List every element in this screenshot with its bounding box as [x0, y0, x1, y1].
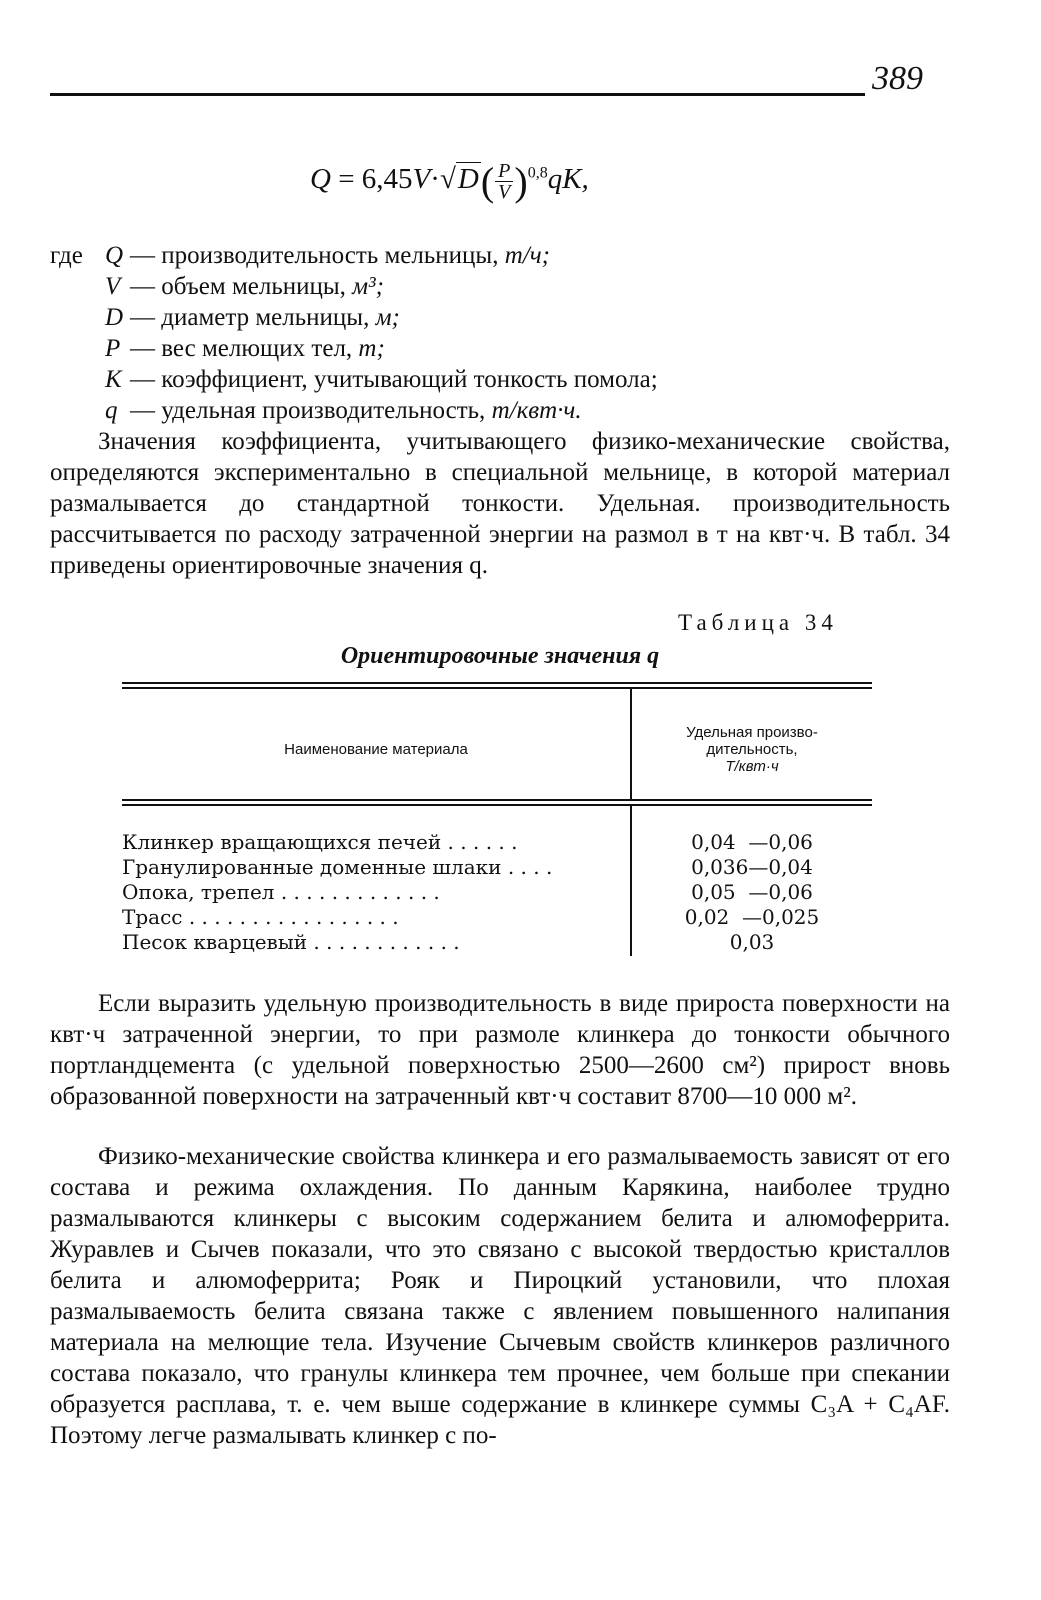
formula-fraction-denominator: V — [498, 181, 511, 203]
legend-text — [130, 395, 582, 426]
legend-unit: м; — [375, 304, 400, 331]
table-row — [122, 930, 872, 955]
table-row — [122, 830, 872, 855]
header-productivity-line: Удельная произво- — [686, 724, 818, 741]
legend-text — [130, 240, 550, 271]
header-productivity — [632, 724, 872, 775]
table-34 — [122, 682, 872, 955]
formula-root-sign: √ — [439, 163, 456, 196]
table-row — [122, 880, 872, 905]
table-cell-value: 0,04 —0,06 — [691, 830, 813, 854]
legend-description: — диаметр мельницы, — [130, 304, 376, 331]
table-cell-material: Гранулированные доменные шлаки . . . . — [122, 855, 553, 879]
paragraph-text: Значения коэффициента, учитывающего физико-механические свойства, определяются экспериментально в специальной мельнице, в которой материал размалывается до стандартной тонкости. Удельная. производительность рассчитывается по расходу затраченной энергии на размол в т на квт·ч. В табл. 34 приведены ориентировочные значения q. — [50, 428, 950, 579]
formula — [310, 158, 589, 205]
formula-dot: · — [430, 163, 440, 196]
table-row — [122, 905, 872, 930]
table-cell-material: Трасс . . . . . . . . . . . . . . . . . — [122, 905, 399, 929]
page-number: 389 — [872, 60, 923, 97]
header-rule — [50, 93, 865, 96]
formula-tail: qK, — [547, 163, 589, 196]
table-cell-value: 0,05 —0,06 — [691, 880, 813, 904]
header-productivity-line: дительность, — [706, 741, 798, 758]
formula-fraction — [495, 161, 513, 202]
formula-volume: V — [412, 163, 431, 196]
table-top-rule — [122, 682, 872, 689]
table-row — [122, 855, 872, 880]
legend-unit: т; — [358, 335, 385, 362]
legend-symbol: K — [105, 366, 122, 393]
table-number: Таблица 34 — [678, 610, 838, 635]
table-body — [122, 806, 872, 955]
legend-unit: м³; — [352, 273, 384, 300]
table-cell-material: Клинкер вращающихся печей . . . . . . — [122, 830, 518, 854]
formula-lhs: Q — [310, 163, 331, 196]
table-header-rule — [122, 799, 872, 806]
paragraph-text: Если выразить удельную производительность в виде прироста поверхности на квт·ч затраченной энергии, то при размоле клинкера до тонкости обычного портландцемента (с удельной поверхностью 2500—2600 см²) прирост вновь образованной поверхности на затраченный квт·ч составит 8700—10 000 м². — [50, 990, 950, 1110]
legend-symbol: P — [105, 335, 121, 362]
table-cell-material: Опока, трепел . . . . . . . . . . . . . — [122, 880, 440, 904]
legend-symbol: q — [105, 397, 118, 424]
legend-text — [130, 364, 658, 395]
table-header — [122, 689, 872, 799]
legend-text — [130, 302, 400, 333]
formula-fraction-numerator: P — [495, 161, 513, 182]
legend-text — [130, 271, 384, 302]
header-productivity-unit: Т/квт·ч — [725, 758, 779, 775]
legend-description: — вес мелющих тел, — [130, 335, 359, 362]
legend-where: где — [50, 242, 83, 269]
formula-right-paren: ) — [514, 159, 528, 204]
table-cell-material: Песок кварцевый . . . . . . . . . . . . — [122, 930, 460, 954]
legend-symbol: D — [105, 304, 124, 331]
legend-description: — производительность мельницы, — [130, 242, 505, 269]
formula-exponent: 0,8 — [527, 164, 548, 182]
legend-text — [130, 333, 385, 364]
legend-description: — коэффициент, учитывающий тонкость помола; — [130, 366, 658, 393]
table-cell-value: 0,036—0,04 — [691, 855, 813, 879]
legend-description: — удельная производительность, — [130, 397, 492, 424]
legend-unit: т/квт·ч. — [491, 397, 582, 424]
header-material: Наименование материала — [284, 741, 468, 758]
formula-diameter: D — [457, 163, 479, 196]
table-cell-value: 0,03 — [729, 930, 775, 954]
legend-description: — объем мельницы, — [130, 273, 353, 300]
table-caption: Ориентировочные значения q — [340, 643, 660, 669]
legend-unit: т/ч; — [504, 242, 550, 269]
paragraph-coefficient — [50, 426, 950, 581]
legend-symbol: V — [105, 273, 121, 300]
paragraph-clinker — [50, 1141, 950, 1451]
paragraph-surface — [50, 988, 950, 1112]
formula-left-paren: ( — [480, 159, 495, 204]
paragraph-text: Физико-механические свойства клинкера и его размалываемость зависят от его состава и режима охлаждения. По данным Карякина, наиболее трудно размалываются клинкеры с высоким содержанием белита и алюмоферрита. Журавлев и Сычев показали, что это связано с высокой твердостью кристаллов белита и алюмоферрита; Рояк и Пироцкий установили, что плохая размалываемость белита связана также с явлением повышенного налипания материала на мелющие тела. Изучение Сычевым свойств клинкеров различного состава показало, что гранулы клинкера тем прочнее, чем больше при спекании образуется расплава, т. е. чем выше содержание в клинкере суммы C₃A + C₄AF. Поэтому легче размалывать клинкер с по- — [50, 1143, 950, 1449]
legend-symbol: Q — [105, 242, 124, 269]
table-cell-value: 0,02 —0,025 — [684, 905, 820, 929]
formula-coefficient: = 6,45 — [338, 163, 413, 196]
